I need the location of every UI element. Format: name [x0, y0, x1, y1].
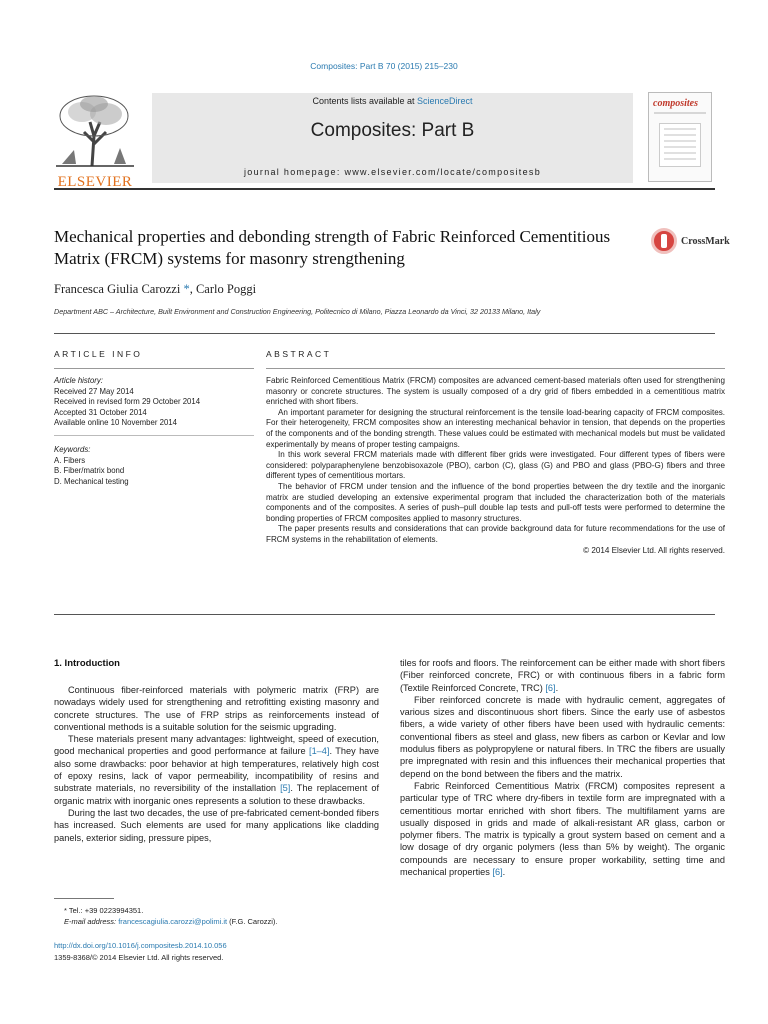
keywords-rule — [54, 435, 254, 436]
body-left-column — [54, 684, 379, 844]
article-history — [54, 376, 254, 429]
citation-link[interactable]: [6] — [545, 682, 556, 693]
body-text: These materials present many advantages: lightweight, speed of execution, good mechanical properties and good performance at failure — [54, 734, 379, 757]
article-title: Mechanical properties and debonding strength of Fabric Reinforced Cementitious Matrix (FRCM) systems for masonry strengthening — [54, 227, 611, 268]
author-separator: , — [189, 282, 196, 296]
affiliation: Department ABC – Architecture, Built Environment and Construction Engineering, Politecnico di Milano, Piazza Leonardo da Vinci, 32 20133 Milano, Italy — [54, 307, 541, 316]
abstract-paragraph: In this work several FRCM materials made with different fiber grids were investigated. Four different types of fibers were considered: polyparaphenylene benzobisoxazole (PBO), carbon (C), glass (G) and PBO and glass (PBO-G) fibers and three different types of cementitious mortars. — [266, 450, 725, 481]
abstract-body — [266, 376, 725, 556]
abstract-paragraph: Fabric Reinforced Cementitious Matrix (FRCM) composites are advanced cement-based materials often used for strengthening masonry or concrete structures. The system is usually composed of a dry grid of fibers embedded in a cementitious matrix enriched with short fibers. — [266, 376, 725, 407]
body-text: . — [502, 867, 506, 878]
body-text: . — [555, 682, 559, 693]
abstract-bottom-rule — [54, 614, 715, 615]
elsevier-logo — [54, 92, 136, 190]
doi-link[interactable]: http://dx.doi.org/10.1016/j.compositesb.2014.10.056 — [54, 941, 227, 950]
author-name: Carlo Poggi — [195, 282, 257, 296]
abstract-rule — [266, 368, 725, 369]
email-label: E-mail address: — [64, 916, 119, 926]
abstract-heading: ABSTRACT — [266, 349, 332, 359]
issn-line: 1359-8368/© 2014 Elsevier Ltd. All rights reserved. — [54, 953, 224, 962]
body-text: . They have also some drawbacks: poor behavior at high temperatures, relatively high cost of epoxy resins, lack of vapor permeability, incompatibility of resins and substrate materials, no reversibility of the installation — [54, 746, 379, 794]
keyword-item: D. Mechanical testing — [54, 476, 129, 486]
footnote — [54, 906, 379, 927]
info-rule — [54, 368, 254, 369]
body-paragraph: During the last two decades, the use of pre-fabricated cement-bonded fibers has increased. Such elements are used for many applications like cladding panels, exterior siding, pressure pipes, — [54, 807, 379, 843]
section-heading: 1. Introduction — [54, 658, 120, 669]
journal-title: Composites: Part B — [310, 120, 475, 141]
elsevier-tree-icon — [54, 92, 136, 168]
title-rule — [54, 333, 715, 334]
body-paragraph: Fiber reinforced concrete is made with hydraulic cement, aggregates of various sizes and discontinuous short fibers. Since the early use of asbestos fibers, a wide variety of other fibers have been used with hydraulic cements: conventional fibers as steel and glass, new fibers as carbon or Kevlar and low modulus fibers as polypropylene or natural fibers. In TRC the fibers are usually pre impregnated with resin and this influences their mechanical properties that depend on the bond between the fibers and the matrix. — [400, 694, 725, 779]
footnote-email — [54, 917, 379, 928]
history-item: Received 27 May 2014 — [54, 386, 134, 396]
keywords-label: Keywords: — [54, 445, 91, 454]
author-name: Francesca Giulia Carozzi — [54, 282, 181, 296]
elsevier-wordmark: ELSEVIER — [57, 174, 133, 190]
footnote-telephone: * Tel.: +39 0223994351. — [64, 906, 144, 915]
author-list — [54, 282, 256, 297]
journal-cover-thumbnail — [648, 92, 712, 182]
abstract-paragraph: The paper presents results and considerations that can provide background data for future recommendations for the use of FRCM systems in the rehabilitation of elements. — [266, 524, 725, 544]
footnote-rule — [54, 898, 114, 899]
header-rule — [54, 188, 715, 190]
citation-link[interactable]: [1–4] — [309, 746, 330, 757]
body-paragraph: Continuous fiber-reinforced materials with polymeric matrix (FRP) are nowadays widely used for strengthening and retrofitting existing masonry and concrete structures. The use of FRP strips as reinforcements instead of conventional methods is a suitable solution for the seismic upgrading. — [54, 685, 379, 732]
contents-line — [152, 96, 633, 106]
body-text: Fabric Reinforced Cementitious Matrix (FRCM) composites represent a particular type of TRC where dry-fibers in textile form are impregnated with a cementitious mortar enriched with short fibers. The multifilament yarns are usually disposed in grids and made of alkali-resistant AR glass, carbon or polymer fibers. The matrix is typically a grout system based on cement and a low dosage of dry organic polymers (less than 5% by weight). The organic compounds are necessary to ensure proper workability, setting time and mechanical properties — [400, 780, 725, 878]
body-paragraph — [400, 657, 725, 694]
keyword-item: B. Fiber/matrix bond — [54, 466, 125, 475]
history-item: Received in revised form 29 October 2014 — [54, 397, 201, 406]
contents-prefix: Contents lists available at — [312, 96, 418, 106]
body-text: . The replacement of organic matrix with inorganic ones represents a solution to these drawbacks. — [54, 783, 379, 806]
article-info-heading: ARTICLE INFO — [54, 349, 143, 359]
crossmark-icon — [651, 228, 677, 254]
history-label: Article history: — [54, 376, 103, 385]
corresponding-author-mark[interactable]: * — [183, 282, 190, 296]
body-text: tiles for roofs and floors. The reinforcement can be either made with short fibers (Fiber reinforced concrete, FRC) or with continuous fibers in a fabric form (Textile Reinforced Concrete, TRC) — [400, 658, 725, 693]
body-paragraph — [400, 780, 725, 878]
keywords — [54, 445, 254, 487]
keyword-item: A. Fibers — [54, 455, 86, 465]
citation-link[interactable]: [5] — [280, 783, 291, 794]
journal-homepage[interactable]: journal homepage: www.elsevier.com/locate/compositesb — [243, 167, 541, 177]
abstract-paragraph: An important parameter for designing the structural reinforcement is the tensile load-bearing capacity of FRCM composites. For their heterogeneity, FRCM composites show an interesting mechanical behavior in tension, that depends on the properties of the components and of the bonding strength. These values could be estimated with mechanical models but must be validated experimentally by means of proper testing campaigns. — [266, 407, 725, 449]
body-right-column — [400, 657, 725, 878]
abstract-paragraph: The behavior of FRCM under tension and the influence of the bond properties between the dry textile and the inorganic matrix are studied developing an extensive experimental program that included the characterization both of the materials components and of the composites. A series of push–pull double lap tests and pull-off tests were performed to determine the bonding properties of FRCM composites applied to masonry structures. — [266, 481, 725, 523]
email-link[interactable]: francescagiulia.carozzi@polimi.it — [118, 916, 228, 926]
cover-title: composites — [653, 98, 698, 109]
email-tail: (F.G. Carozzi). — [227, 916, 278, 926]
crossmark-badge[interactable] — [651, 228, 731, 258]
abstract-copyright: © 2014 Elsevier Ltd. All rights reserved. — [583, 545, 725, 555]
crossmark-label: CrossMark — [681, 236, 730, 247]
body-paragraph — [54, 733, 379, 807]
sciencedirect-link[interactable]: ScienceDirect — [417, 96, 473, 106]
history-item: Available online 10 November 2014 — [54, 418, 177, 427]
history-item: Accepted 31 October 2014 — [54, 407, 147, 417]
citation-link[interactable]: [6] — [492, 867, 503, 878]
journal-reference[interactable]: Composites: Part B 70 (2015) 215–230 — [310, 61, 458, 71]
